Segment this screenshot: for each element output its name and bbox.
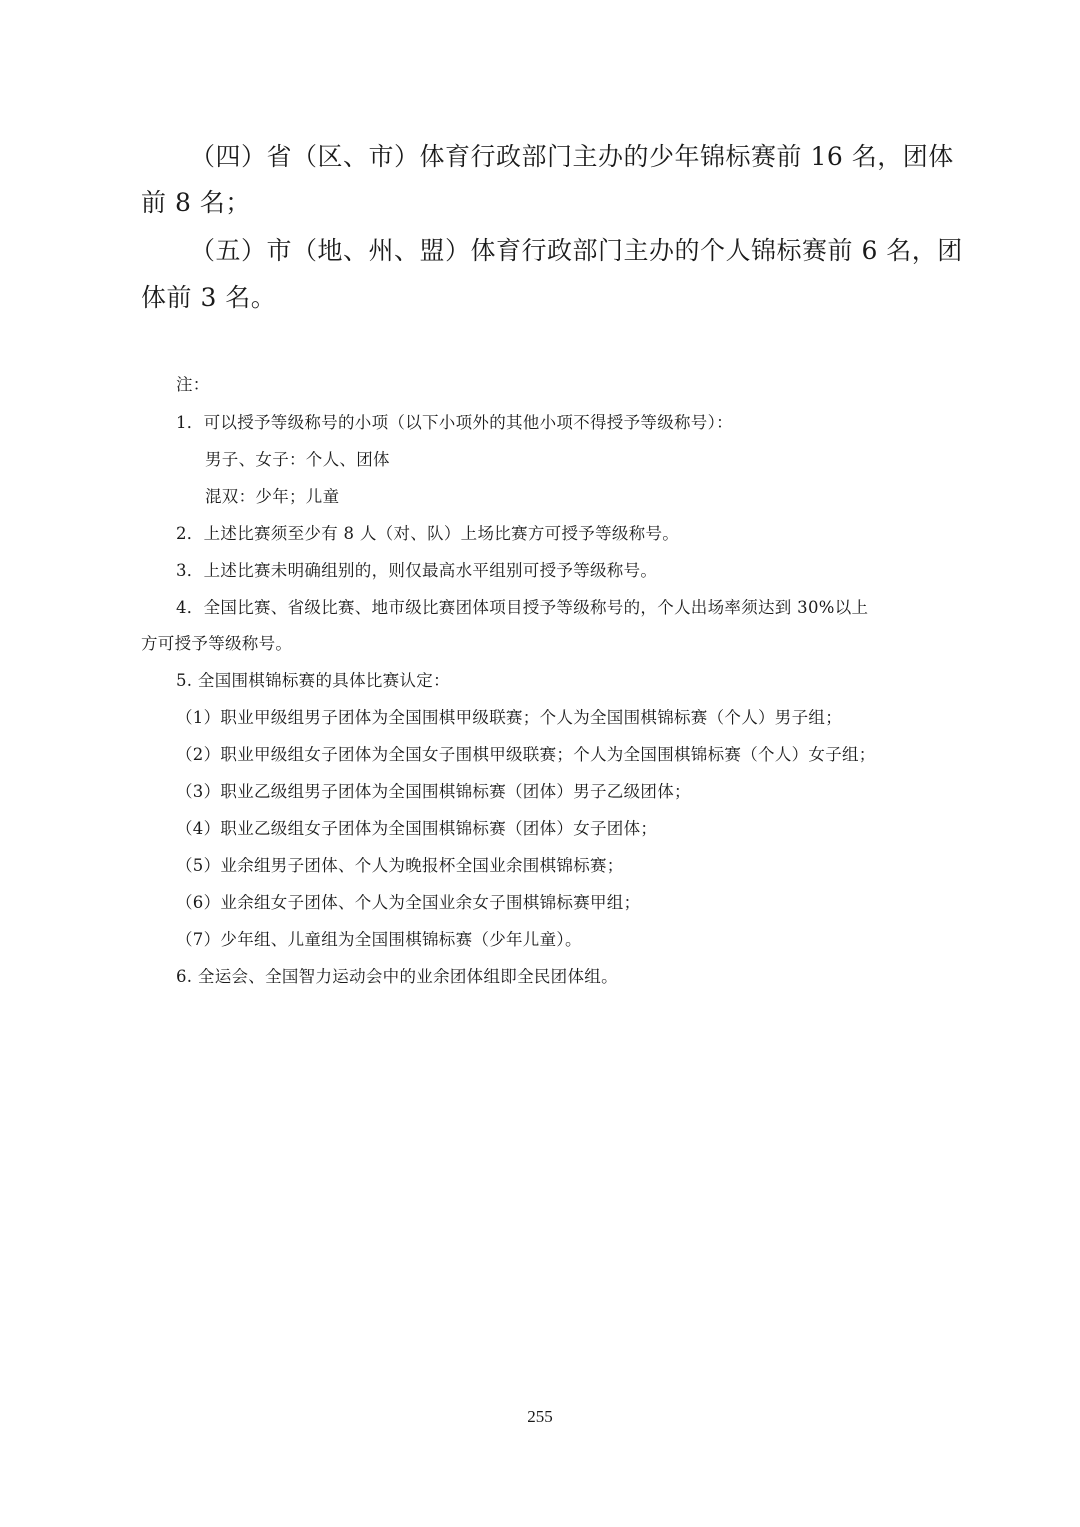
note-1-item-b: 混双：少年；儿童 [205,487,340,506]
note-5: 5. 全国围棋锦标赛的具体比赛认定： [176,671,450,690]
note-5-item-1: （1）职业甲级组男子团体为全国围棋甲级联赛；个人为全国围棋锦标赛（个人）男子组； [176,708,842,727]
note-2: 2．上述比赛须至少有 8 人（对、队）上场比赛方可授予等级称号。 [176,524,680,543]
notes-heading: 注： [176,375,210,394]
note-6: 6. 全运会、全国智力运动会中的业余团体组即全民团体组。 [176,967,618,986]
note-4-line-1: 4．全国比赛、省级比赛、地市级比赛团体项目授予等级称号的，个人出场率须达到 30%以上 [176,598,869,617]
page-number: 255 [527,1407,553,1426]
note-5-item-2: （2）职业甲级组女子团体为全国女子围棋甲级联赛；个人为全国围棋锦标赛（个人）女子组； [176,745,876,764]
note-1: 1．可以授予等级称号的小项（以下小项外的其他小项不得授予等级称号）： [176,413,733,432]
paragraph-4-line-2: 前 8 名； [141,188,251,217]
note-1-item-a: 男子、女子：个人、团体 [205,450,390,469]
paragraph-5-line-2: 体前 3 名。 [141,283,277,312]
note-5-item-5: （5）业余组男子团体、个人为晚报杯全国业余围棋锦标赛； [176,856,624,875]
note-5-item-7: （7）少年组、儿童组为全国围棋锦标赛（少年儿童）。 [176,930,582,949]
note-5-item-4: （4）职业乙级组女子团体为全国围棋锦标赛（团体）女子团体； [176,819,658,838]
note-5-item-3: （3）职业乙级组男子团体为全国围棋锦标赛（团体）男子乙级团体； [176,782,691,801]
paragraph-5-line-1: （五）市（地、州、盟）体育行政部门主办的个人锦标赛前 6 名，团 [190,236,963,265]
note-3: 3．上述比赛未明确组别的，则仅最高水平组别可授予等级称号。 [176,561,658,580]
note-5-item-6: （6）业余组女子团体、个人为全国业余女子围棋锦标赛甲组； [176,893,641,912]
note-4-line-2: 方可授予等级称号。 [141,634,293,653]
paragraph-4-line-1: （四）省（区、市）体育行政部门主办的少年锦标赛前 16 名，团体 [190,142,954,171]
